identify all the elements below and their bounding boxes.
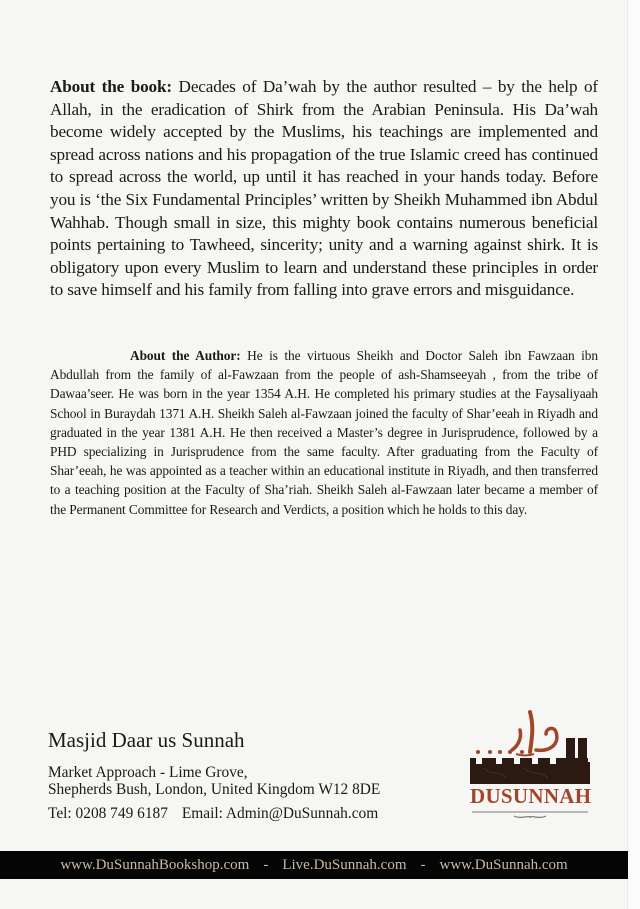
page-edge — [627, 0, 640, 909]
footer-separator: - — [420, 856, 426, 873]
footer-link-bookshop[interactable]: www.DuSunnahBookshop.com — [60, 856, 250, 873]
publisher-name: Masjid Daar us Sunnah — [48, 728, 245, 752]
about-book-paragraph — [50, 76, 598, 302]
address-line-1: Market Approach - Lime Grove, — [48, 764, 248, 781]
about-book-heading: About the book: — [50, 77, 172, 96]
about-author-paragraph — [50, 346, 598, 519]
dusunnah-logo — [470, 708, 590, 833]
dusunnah-logo-mark — [470, 708, 590, 833]
address-line-2: Shepherds Bush, London, United Kingdom W12 8DE — [48, 781, 381, 798]
email-link[interactable]: Email: Admin@DuSunnah.com — [181, 805, 379, 822]
logo-wordmark: DUSUNNAH — [470, 784, 592, 808]
telephone: Tel: 0208 749 6187 — [48, 805, 168, 822]
footer-separator: - — [263, 856, 269, 873]
publisher-contact — [48, 805, 378, 823]
about-book-text: Decades of Da’wah by the author resulted – by the help of Allah, in the eradication of Shirk from the Arabian Peninsula. His Da’wah become widely accepted by the Muslims, his teachings are implemented and spread across nations and his propagation of the true Islamic creed has continued to spread across the world, up until it has reached in your hands today. Before you is ‘the Six Fundamental Principles’ written by Sheikh Muhammed ibn Abdul Wahhab. Though small in size, this mighty book contains numerous beneficial points pertaining to Tawheed, sincerity; unity and a warning against shirk. It is obligatory upon every Muslim to learn and understand these principles in order to save himself and his family from falling into grave errors and misguidance. — [50, 77, 598, 300]
footer-link-live[interactable]: Live.DuSunnah.com — [282, 856, 407, 873]
footer-links-bar — [0, 851, 628, 879]
publisher-address — [48, 764, 380, 798]
footer-link-main[interactable]: www.DuSunnah.com — [439, 856, 568, 873]
about-author-heading: About the Author: — [130, 348, 241, 363]
about-author-text: He is the virtuous Sheikh and Doctor Saleh ibn Fawzaan ibn Abdullah from the family of al-Fawzaan from the people of ash-Shamseeyah , from the tribe of Dawaa’seer. He was born in the year 1354 A.H. He completed his primary studies at the Faysaliyaah School in Buraydah 1371 A.H. Sheikh Saleh al-Fawzaan joined the faculty of Shar’eeah in Riyadh and graduated in the year 1381 A.H. He then received a Master’s degree in Jurisprudence, followed by a PHD specializing in Jurisprudence from the same faculty. After graduating from the Faculty of Shar’eeah, he was appointed as a teacher within an educational institute in Riyadh, and then transferred to a teaching position at the Faculty of Sha’riah. Sheikh Saleh al-Fawzaan later became a member of the Permanent Committee for Research and Verdicts, a position which he holds to this day. — [50, 348, 598, 517]
